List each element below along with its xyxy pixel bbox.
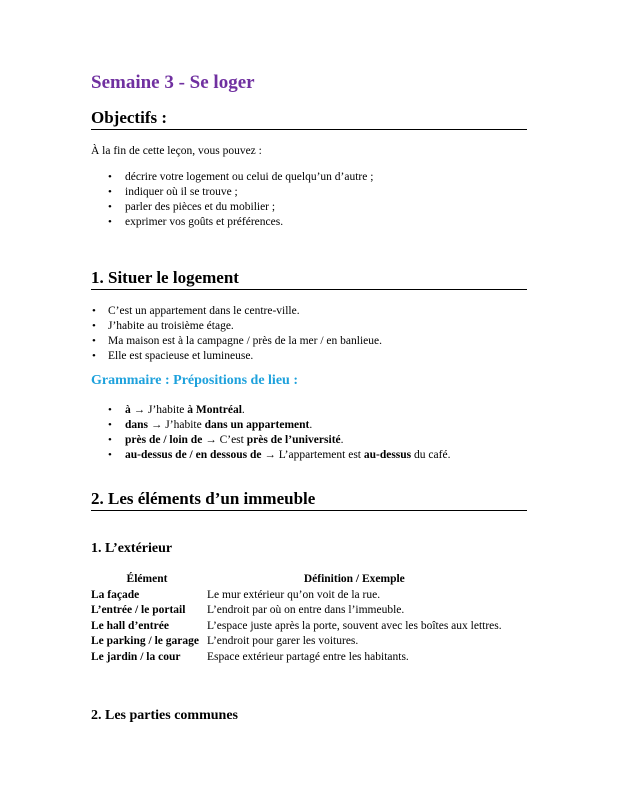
table-row: Le parking / le garage L’endroit pour garer les voitures. (91, 635, 359, 648)
list-item: • décrire votre logement ou celui de quelqu’un d’autre ; (108, 171, 374, 183)
bullet-icon: • (108, 449, 112, 461)
table-row: Le jardin / la cour Espace extérieur partagé entre les habitants. (91, 650, 409, 663)
list-item: • parler des pièces et du mobilier ; (108, 201, 276, 213)
bullet-icon: • (92, 320, 96, 332)
section-1-heading: 1. Situer le logement (91, 268, 527, 290)
list-item: • exprimer vos goûts et préférences. (108, 216, 284, 228)
list-item: • J’habite au troisième étage. (92, 320, 234, 332)
list-item: • dans → J’habite dans un appartement. (108, 419, 313, 431)
column-header-element: Élément (126, 573, 168, 585)
list-item: • à → J’habite à Montréal. (108, 404, 245, 416)
bullet-icon: • (92, 350, 96, 362)
arrow-icon: → (264, 449, 276, 461)
list-item: • Ma maison est à la campagne / près de la mer / en banlieue. (92, 335, 382, 347)
table-row: Le hall d’entrée L’espace juste après la porte, souvent avec les boîtes aux lettres. (91, 619, 502, 632)
bullet-icon: • (92, 305, 96, 317)
section-2-heading: 2. Les éléments d’un immeuble (91, 489, 527, 511)
bullet-icon: • (108, 419, 112, 431)
grammar-heading: Grammaire : Prépositions de lieu : (91, 373, 298, 388)
bullet-icon: • (108, 201, 112, 213)
arrow-icon: → (150, 419, 163, 431)
exterior-heading: 1. L’extérieur (91, 541, 173, 556)
bullet-icon: • (108, 216, 112, 228)
bullet-icon: • (108, 434, 112, 446)
arrow-icon: → (133, 404, 146, 416)
exterior-table (89, 571, 504, 665)
bullet-icon: • (108, 186, 112, 198)
list-item: • C’est un appartement dans le centre-ville. (92, 305, 300, 317)
table-row: La façade Le mur extérieur qu’on voit de la rue. (91, 588, 381, 601)
table-row: L’entrée / le portail L’endroit par où on entre dans l’immeuble. (91, 604, 405, 617)
bullet-icon: • (108, 171, 112, 183)
bullet-icon: • (108, 404, 112, 416)
list-item: • Elle est spacieuse et lumineuse. (92, 350, 254, 362)
list-item: • indiquer où il se trouve ; (108, 186, 238, 198)
section-1-list (91, 304, 382, 364)
common-areas-heading: 2. Les parties communes (91, 708, 238, 723)
page-title: Semaine 3 - Se loger (91, 72, 255, 93)
objectifs-intro: À la fin de cette leçon, vous pouvez : (91, 145, 262, 157)
objectifs-list (91, 170, 373, 230)
list-item: • au-dessus de / en dessous de → L’appartement est au-dessus du café. (108, 449, 451, 461)
grammar-list (91, 403, 450, 463)
arrow-icon: → (205, 434, 217, 446)
list-item: • près de / loin de → C’est près de l’université. (108, 434, 344, 446)
table-header-row (89, 571, 504, 587)
objectifs-heading: Objectifs : (91, 108, 527, 130)
bullet-icon: • (92, 335, 96, 347)
column-header-definition: Définition / Exemple (303, 573, 405, 585)
